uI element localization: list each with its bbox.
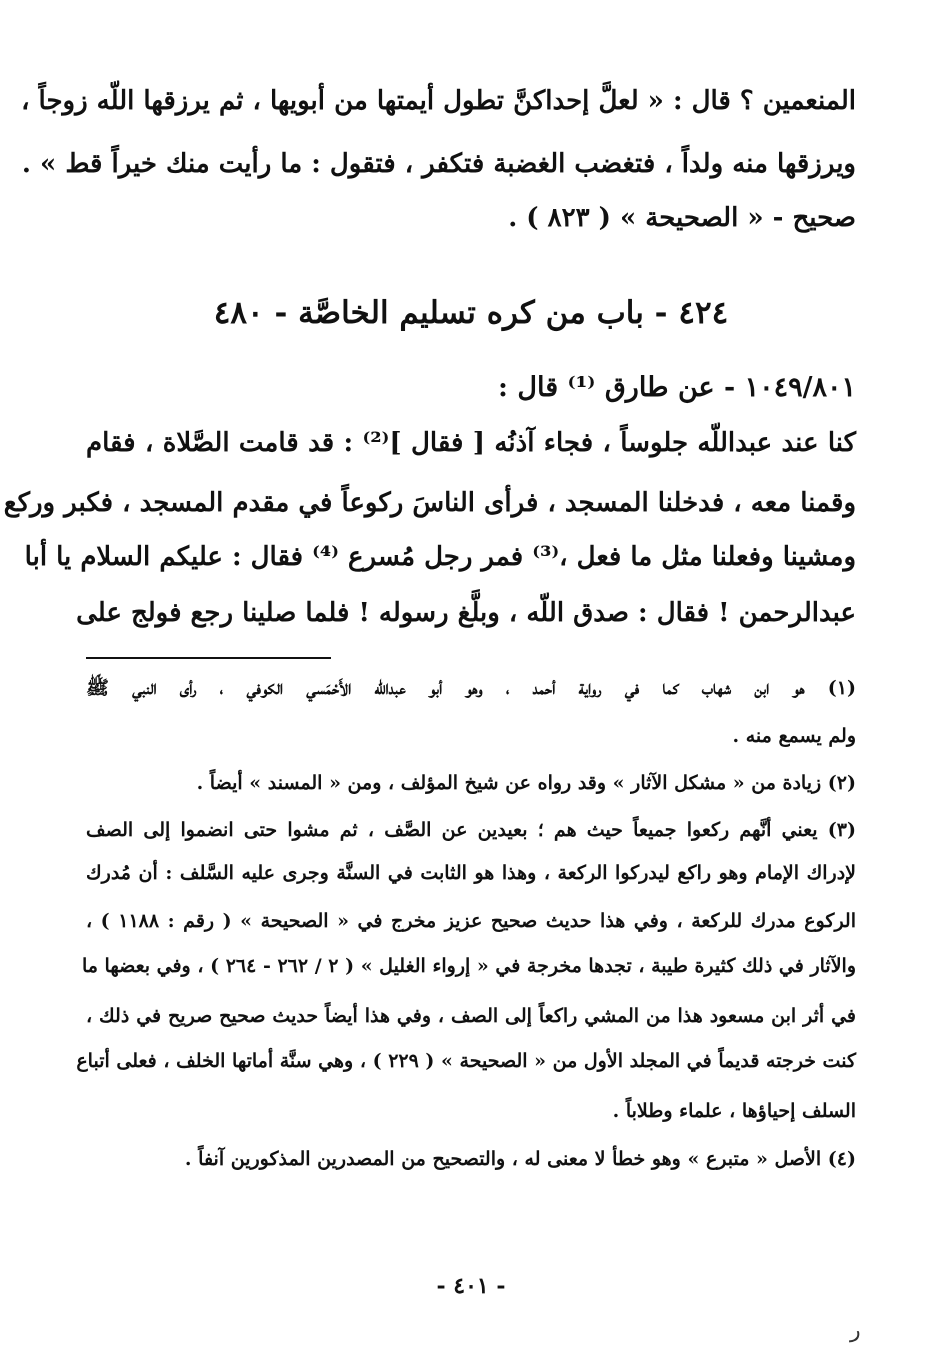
- corner-mark: ر: [850, 1318, 861, 1343]
- top-text-line-1: المنعمين ؟ قال : « لعلَّ إحداكنَّ تطول أيمتها من أبويها ، ثم يرزقها اللّه زوجاً ،: [21, 86, 856, 116]
- hadith-line-3: ومشينا وفعلنا مثل ما فعل ،⁽³⁾ فمر رجل مُسرع ⁽⁴⁾ فقال : عليكم السلام يا أبا: [24, 542, 856, 572]
- footnote-1-line-2: ولم يسمع منه .: [732, 725, 856, 747]
- chapter-title: ٤٢٤ - باب من كره تسليم الخاصَّة - ٤٨٠: [213, 295, 729, 331]
- hadith-line-1: كنا عند عبداللّه جلوساً ، فجاء آذنُه [ فقال ]⁽²⁾ : قد قامت الصَّلاة ، فقام: [86, 428, 856, 458]
- hadith-line-2: وقمنا معه ، فدخلنا المسجد ، فرأى الناسَ ركوعاً في مقدم المسجد ، فكبر وركع: [3, 488, 856, 518]
- footnote-3-line-5: في أثر ابن مسعود هذا من المشي راكعاً إلى الصف ، وفي هذا أيضاً حديث صحيح صريح في ذلك ،: [86, 1005, 856, 1027]
- footnote-3-line-3: الركوع مدرك للركعة ، وفي هذا حديث صحيح عزيز مخرج في « الصحيحة » ( رقم : ١١٨٨ ) ،: [86, 910, 856, 932]
- footnote-3-line-4: والآثار في ذلك كثيرة طيبة ، تجدها مخرجة في « إرواء الغليل » ( ٢ / ٢٦٢ - ٢٦٤ ) ، وفي بعضها ما: [81, 955, 856, 977]
- footnote-3-line-6: كنت خرجته قديماً في المجلد الأول من « الصحيحة » ( ٢٢٩ ) ، وهي سنَّة أماتها الخلف ، فعلى أتباع: [76, 1050, 856, 1072]
- footnote-3-line-7: السلف إحياؤها ، علماء وطلاباً .: [612, 1100, 856, 1122]
- book-page: [3, 0, 856, 1361]
- footnote-1-line-1: (١) هو ابن شهاب كما في رواية أحمد ، وهو أبو عبداللّه الأَحْمَسي الكوفي ، رأى النبي ﷺ: [86, 677, 856, 699]
- footnote-4: (٤) الأصل « متبرع » وهو خطأ لا معنى له ، والتصحيح من المصدرين المذكورين آنفاً .: [184, 1148, 856, 1170]
- hadith-line-4: عبدالرحمن ! فقال : صدق اللّه ، وبلَّغ رسوله ! فلما صلينا رجع فولج على: [76, 598, 856, 628]
- top-text-line-2: ويرزقها منه ولداً ، فتغضب الغضبة فتكفر ، فتقول : ما رأيت منك خيراً قط » .: [21, 149, 856, 179]
- page-number: - ٤٠١ -: [436, 1273, 506, 1299]
- hadith-header: ١٠٤٩/٨٠١ - عن طارق ⁽¹⁾ قال :: [498, 372, 856, 403]
- footnote-2: (٢) زيادة من « مشكل الآثار » وقد رواه عن شيخ المؤلف ، ومن « المسند » أيضاً .: [196, 772, 856, 794]
- footnote-3-line-1: (٣) يعني أنَّهم ركعوا جميعاً حيث هم ؛ بعيدين عن الصَّف ، ثم مشوا حتى انضموا إلى الصف: [86, 819, 856, 841]
- top-text-line-3: صحيح - « الصحيحة » ( ٨٢٣ ) .: [508, 203, 856, 233]
- footnote-separator: [86, 657, 331, 659]
- footnote-3-line-2: لإدراك الإمام وهو راكع ليدركوا الركعة ، وهذا هو الثابت في السنَّة وجرى عليه السَّلف : أن مُدرك: [86, 862, 856, 884]
